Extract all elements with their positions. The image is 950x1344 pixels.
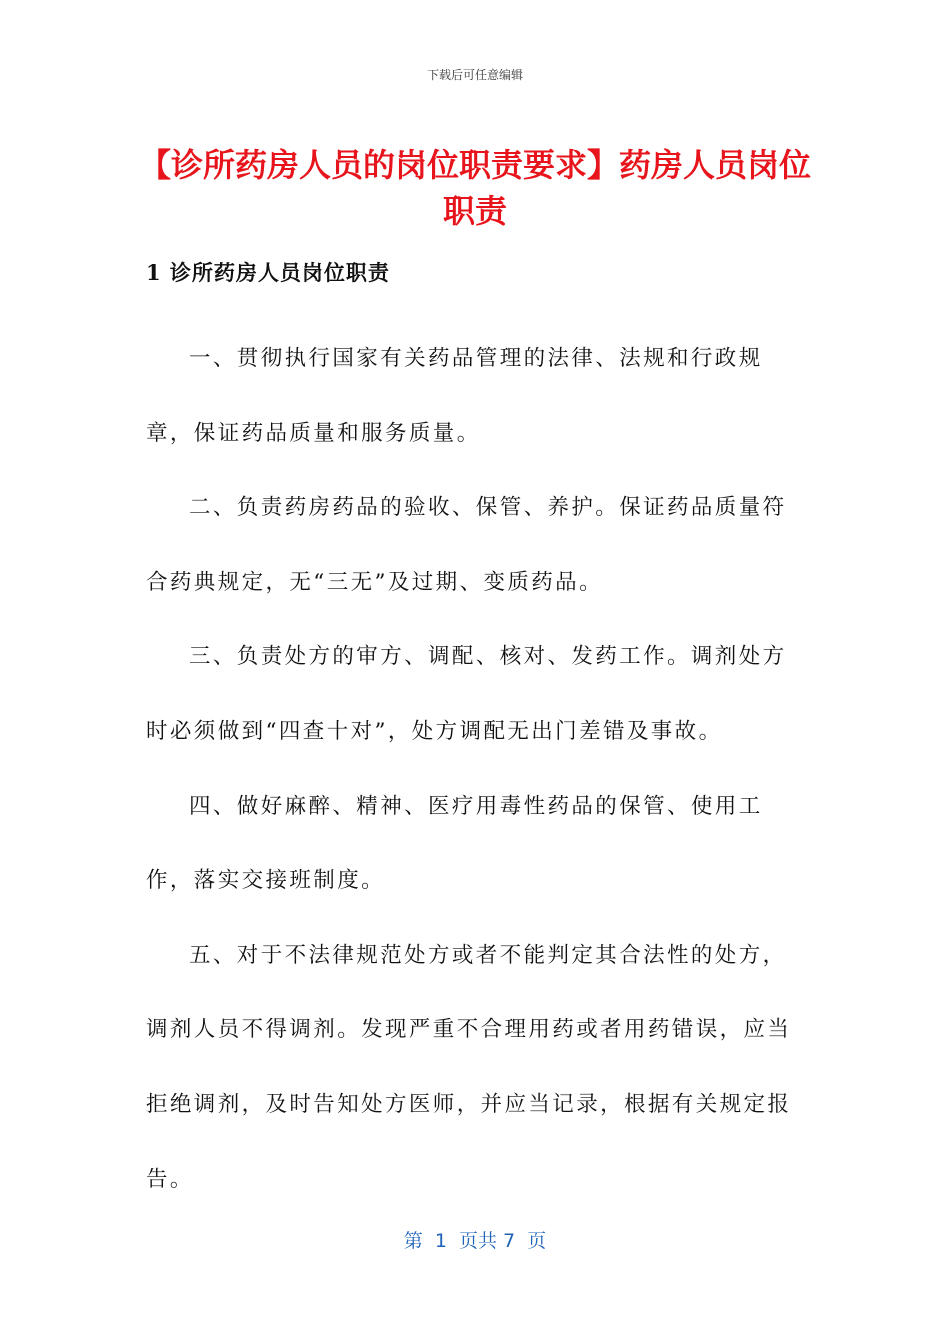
paragraph-3: 三、负责处方的审方、调配、核对、发药工作。调剂处方时必须做到“四查十对”，处方调配无出门差错及事故。 [146, 644, 787, 744]
paragraph-2: 二、负责药房药品的验收、保管、养护。保证药品质量符合药典规定，无“三无”及过期、变质药品。 [146, 495, 787, 595]
document-title: 【诊所药房人员的岗位职责要求】药房人员岗位职责 [138, 146, 811, 230]
paragraph-1: 一、贯彻执行国家有关药品管理的法律、法规和行政规章，保证药品质量和服务质量。 [146, 346, 763, 446]
paragraph-4: 四、做好麻醉、精神、医疗用毒性药品的保管、使用工作，落实交接班制度。 [146, 793, 763, 894]
paragraph-5: 五、对于不法律规范处方或者不能判定其合法性的处方，调剂人员不得调剂。发现严重不合理用药或者用药错误，应当拒绝调剂，及时告知处方医师，并应当记录，根据有关规定报告。 [146, 942, 792, 1192]
page-number-footer: 第 1 页共 7 页 [403, 1230, 547, 1252]
section-heading: 1 诊所药房人员岗位职责 [146, 260, 390, 285]
header-note: 下载后可任意编辑 [426, 68, 523, 82]
body-text [146, 322, 796, 1217]
